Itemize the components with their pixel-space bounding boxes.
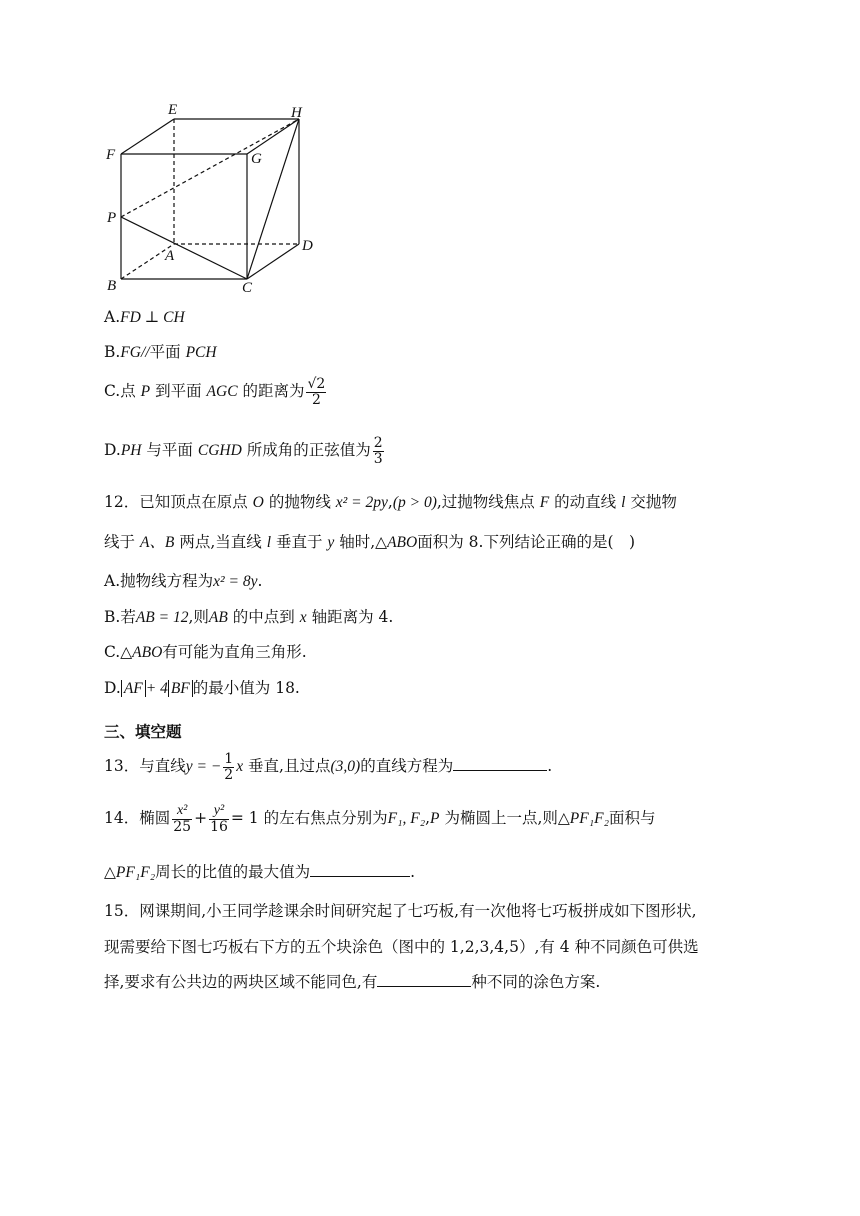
label-p: P: [107, 210, 117, 226]
edge-pc: [121, 217, 247, 279]
q14-line-1: 14．椭圆 $\frac{\text{x²}}{25}$ + $\frac{\text{y²}}{16}$ = 1 的左右焦点分别为F₁, F₂,P 为椭圆上一点,则△PF₁F₂面积与: [104, 803, 656, 835]
fraction-1-over-2: $\frac{1}{2}$: [224, 751, 234, 783]
q15-line-3: 择,要求有公共边的两块区域不能同色,有 种不同的涂色方案.: [104, 973, 601, 991]
label-f: F: [106, 147, 116, 163]
q12-line-2: 线于 A、B 两点,当直线 l 垂直于 y 轴时,△ABO面积为 8.下列结论正确的是( ): [104, 533, 636, 551]
label-d: D: [302, 238, 313, 254]
q11-option-d: D.PH 与平面 CGHD 所成角的正弦值为 $\frac{2}{3}$: [104, 435, 383, 467]
q15-line-2: 现需要给下图七巧板右下方的五个块涂色（图中的 1,2,3,4,5）,有 4 种不同颜色可供选: [104, 938, 699, 956]
answer-blank-14[interactable]: [310, 862, 410, 877]
answer-blank-13[interactable]: [453, 756, 547, 771]
edge-cd: [247, 244, 299, 279]
edge-fe: [121, 119, 174, 154]
q15-line-1: 15．网课期间,小王同学趁课余时间研究起了七巧板,有一次他将七巧板拼成如下图形状,: [104, 902, 697, 920]
q11-option-a: A.FD ⊥ CH: [104, 308, 185, 326]
q13: 13．与直线y = − $\frac{1}{2}$ x 垂直,且过点(3,0)的直线方程为 .: [104, 751, 553, 783]
q12-option-d: D. AF + 4 BF 的最小值为 18.: [104, 679, 300, 697]
q11-option-c: C.点 P 到平面 AGC 的距离为 $\frac{√2}{2}$: [104, 376, 326, 408]
label-b: B: [107, 278, 117, 294]
label-a: A: [165, 248, 175, 264]
edge-gh: [247, 119, 299, 154]
fraction-x2-over-25: $\frac{\text{x²}}{25}$: [173, 803, 192, 835]
answer-blank-15[interactable]: [377, 972, 471, 987]
label-e: E: [168, 102, 178, 118]
q11-option-b: B.FG//平面 PCH: [104, 343, 217, 361]
cube-figure: [98, 98, 328, 298]
fraction-sqrt2-over-2: $\frac{√2}{2}$: [307, 376, 326, 408]
section-heading-fill-in: 三、填空题: [104, 723, 182, 741]
label-c: C: [242, 280, 253, 296]
fraction-2-over-3: $\frac{2}{3}$: [373, 435, 383, 467]
q12-line-1: 12．已知顶点在原点 O 的抛物线 x² = 2py,(p > 0),过抛物线焦点 F 的动直线 l 交抛物: [104, 493, 677, 511]
fraction-y2-over-16: $\frac{\text{y²}}{16}$: [210, 803, 228, 835]
q12-option-a: A.抛物线方程为x² = 8y.: [104, 572, 263, 590]
edge-ch: [247, 119, 299, 279]
label-g: G: [251, 151, 262, 167]
q12-option-c: C.△ABO有可能为直角三角形.: [104, 643, 307, 661]
label-h: H: [291, 105, 302, 121]
q12-option-b: B.若AB = 12,则AB 的中点到 x 轴距离为 4.: [104, 608, 394, 626]
q14-line-2: △PF₁F₂周长的比值的最大值为 .: [104, 863, 416, 881]
